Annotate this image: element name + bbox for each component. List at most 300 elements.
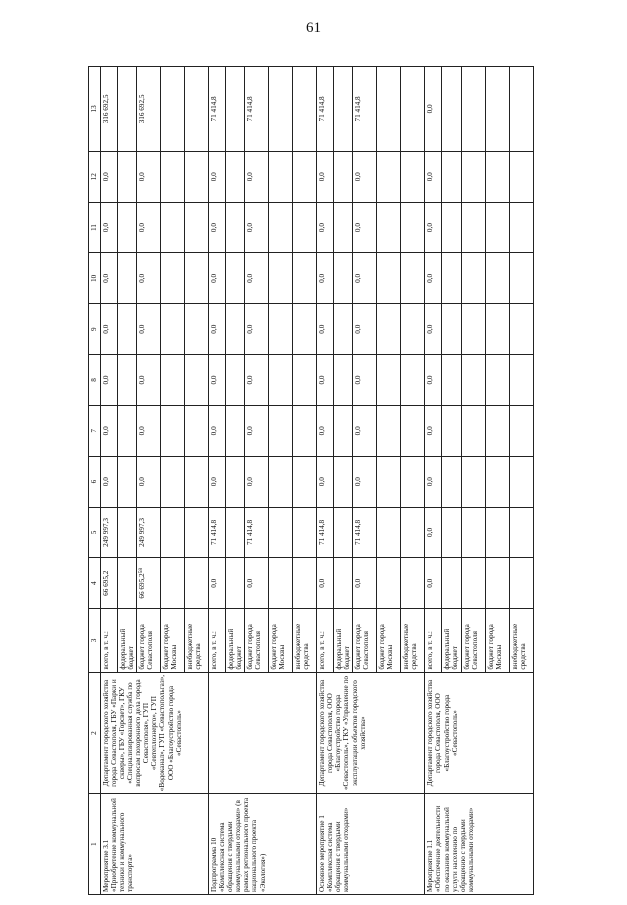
value-cell [334,405,353,456]
value-cell [485,304,509,355]
value-cell [185,202,209,253]
value-cell [461,151,485,202]
value-text: 0,0 [318,578,327,588]
value-text: 0,0 [138,172,147,182]
table-landscape [88,66,584,895]
value-cell [245,151,269,202]
value-cell [334,67,353,152]
value-text: 0,0 [426,578,435,588]
value-text: 0,0 [318,426,327,436]
value-cell [137,151,161,202]
value-text: 0,0 [246,324,255,334]
value-cell [293,202,317,253]
value-cell [226,558,245,609]
value-cell [118,202,137,253]
value-cell [293,456,317,507]
value-cell [245,355,269,406]
value-cell [161,405,185,456]
table-row [317,67,334,895]
value-cell [245,304,269,355]
value-text: 66 695,2 [138,573,147,599]
value-cell [226,355,245,406]
funding-source-cell: бюджет города Москвы [161,609,185,673]
value-cell [137,67,161,152]
value-cell [401,253,425,304]
value-text: 249 997,3 [138,518,147,547]
value-text: 0,0 [210,578,219,588]
value-cell [137,558,161,609]
value-cell [137,253,161,304]
funding-source-cell: бюджет города Севастополя [461,609,485,673]
value-text: 0,0 [354,273,363,283]
value-text: 0,0 [318,477,327,487]
value-cell [185,151,209,202]
value-cell [485,67,509,152]
value-cell [442,151,461,202]
value-cell [425,202,442,253]
value-cell [317,304,334,355]
value-text: 0,0 [102,172,110,182]
value-text: 249 997,3 [102,518,110,547]
table-row [209,67,226,895]
value-text: 66 695,2 [102,570,110,596]
value-cell [377,304,401,355]
value-cell [161,151,185,202]
header-row [89,67,101,895]
header-cell: 5 [89,507,101,558]
value-cell [101,456,118,507]
value-cell [353,507,377,558]
value-cell [401,456,425,507]
value-cell [317,405,334,456]
value-cell [401,355,425,406]
funding-source-cell: федеральный бюджет [226,609,245,673]
executor-cell: Департамент городского хозяйства города Севастополя, ООО «Благоустройство города «Севастополь», ГКУ «Управление по эксплуатации объектов городского хозяйства» [317,672,425,794]
value-cell [485,151,509,202]
value-cell [461,456,485,507]
value-text: 316 692,5 [102,94,110,124]
value-cell [377,151,401,202]
header-cell: 9 [89,304,101,355]
value-cell [425,67,442,152]
value-text: 0,0 [102,324,110,334]
value-cell [401,202,425,253]
value-text: 0,0 [318,273,327,283]
table-row [425,67,442,895]
value-cell [161,456,185,507]
value-cell [209,151,226,202]
value-cell [442,304,461,355]
value-cell [161,67,185,152]
value-text: 0,0 [318,172,327,182]
funding-source-cell: всего, в т. ч.: [101,609,118,673]
value-cell [485,253,509,304]
value-cell [377,202,401,253]
value-cell [401,507,425,558]
value-cell [353,355,377,406]
value-cell [209,405,226,456]
value-cell [209,202,226,253]
value-cell [485,456,509,507]
value-cell [425,456,442,507]
value-cell [334,507,353,558]
value-cell [317,202,334,253]
value-text: 71 414,8 [246,96,255,122]
value-cell [161,355,185,406]
value-cell [245,558,269,609]
value-cell [401,558,425,609]
value-cell [209,67,226,152]
value-cell [461,355,485,406]
executor-cell [209,672,317,794]
value-cell [269,405,293,456]
value-text: 0,0 [138,426,147,436]
funding-source-cell: федеральный бюджет [334,609,353,673]
value-cell [118,456,137,507]
value-cell [425,558,442,609]
value-cell [334,202,353,253]
activity-name-cell: Мероприятие 3.1 «Приобретение коммунальной техники и коммунального транспорта» [101,794,209,895]
value-text: 0,0 [210,273,219,283]
value-cell [161,202,185,253]
value-cell [118,507,137,558]
funding-source-cell: бюджет города Москвы [377,609,401,673]
value-text: 0,0 [318,375,327,385]
value-cell [334,304,353,355]
value-text: 0,0 [246,578,255,588]
value-cell [334,151,353,202]
value-cell [185,558,209,609]
value-cell [245,202,269,253]
value-cell [442,202,461,253]
value-text: 0,0 [426,223,435,233]
header-cell: 2 [89,672,101,794]
value-text: 0,0 [210,375,219,385]
value-cell [118,67,137,152]
value-text: 0,0 [426,426,435,436]
value-cell [353,67,377,152]
value-cell [293,405,317,456]
funding-source-cell: бюджет города Севастополя [245,609,269,673]
value-cell [209,456,226,507]
value-cell [101,253,118,304]
value-text: 0,0 [210,324,219,334]
value-cell [293,151,317,202]
value-cell [101,355,118,406]
value-cell [269,355,293,406]
value-cell [137,456,161,507]
value-cell [185,253,209,304]
value-cell [509,355,533,406]
value-cell [317,355,334,406]
value-cell [377,456,401,507]
value-cell [101,558,118,609]
value-cell [245,253,269,304]
value-cell [101,202,118,253]
value-cell [161,304,185,355]
value-cell [461,405,485,456]
value-text: 0,0 [246,273,255,283]
header-cell: 10 [89,253,101,304]
value-cell [226,67,245,152]
funding-source-cell: бюджет города Москвы [485,609,509,673]
value-cell [293,558,317,609]
value-text: 0,0 [426,324,435,334]
value-cell [317,558,334,609]
value-cell [209,253,226,304]
value-cell [425,405,442,456]
activity-name-cell: Подпрограмма 10 «Комплексная система обращения с твердыми коммунальными отходами» (в рамках регионального проекта национального проекта «Экология») [209,794,317,895]
value-text: 71 414,8 [210,519,219,546]
value-cell [485,355,509,406]
value-text: 0,0 [102,477,110,487]
value-cell [334,456,353,507]
value-text: 71 414,8 [354,96,363,122]
value-text: 0,0 [210,426,219,436]
value-cell [161,558,185,609]
activity-name-cell: Основное мероприятие 1 «Комплексная система обращения с твердыми коммунальными отходами» [317,794,425,895]
footnote-mark: 58 [138,567,145,574]
value-text: 0,0 [102,223,110,233]
value-cell [245,67,269,152]
value-cell [226,405,245,456]
value-cell [317,507,334,558]
value-text: 0,0 [138,477,147,487]
value-cell [353,202,377,253]
activity-name-cell: Мероприятие 1.1 «Обеспечение деятельности по оказанию коммунальной услуги населению по обращению с твердыми коммунальными отходами» [425,794,533,895]
value-cell [485,405,509,456]
value-cell [334,355,353,406]
value-cell [226,151,245,202]
value-text: 0,0 [210,223,219,233]
value-cell [269,151,293,202]
value-cell [137,405,161,456]
value-cell [353,304,377,355]
value-cell [334,253,353,304]
value-cell [401,67,425,152]
header-cell: 1 [89,794,101,895]
value-text: 0,0 [246,223,255,233]
value-text: 0,0 [354,172,363,182]
value-text: 0,0 [426,172,435,182]
value-cell [442,355,461,406]
value-cell [293,355,317,406]
value-cell [353,151,377,202]
value-cell [226,202,245,253]
value-text: 0,0 [318,223,327,233]
executor-cell: Департамент городского хозяйства города Севастополя, ГБУ «Парки и скверы», ГБУ «Горсвет», ГКУ «Специализированная служба по вопросам похоронного дела города Севастополя», ГУП «Севтеплоэнерго», ГУП «Водоканал», ГУП «Севастопольгаз», ООО «Благоустройство города «Севастополь» [101,672,209,794]
value-cell [461,304,485,355]
value-cell [317,253,334,304]
value-cell [101,151,118,202]
value-cell [293,304,317,355]
value-cell [269,456,293,507]
value-cell [137,355,161,406]
value-cell [377,253,401,304]
value-cell [461,558,485,609]
value-cell [442,558,461,609]
funding-source-cell: всего, в т. ч.: [317,609,334,673]
value-cell [442,253,461,304]
value-cell [442,456,461,507]
value-cell [118,405,137,456]
value-cell [245,405,269,456]
value-text: 316 692,5 [138,94,147,124]
value-cell [185,507,209,558]
value-text: 0,0 [102,273,110,283]
value-text: 0,0 [426,477,435,487]
value-cell [185,456,209,507]
value-cell [377,558,401,609]
value-cell [509,151,533,202]
value-cell [425,253,442,304]
funding-source-cell: федеральный бюджет [442,609,461,673]
value-text: 71 414,8 [210,96,219,122]
budget-table [88,66,534,895]
value-cell [401,405,425,456]
value-cell [269,558,293,609]
funding-source-cell: внебюджетные средства [293,609,317,673]
value-text: 0,0 [426,273,435,283]
value-cell [209,507,226,558]
value-cell [377,67,401,152]
value-cell [226,253,245,304]
value-cell [334,558,353,609]
value-cell [293,253,317,304]
header-cell: 13 [89,67,101,152]
value-text: 0,0 [102,375,110,385]
value-cell [118,304,137,355]
value-text: 0,0 [210,172,219,182]
funding-source-cell: бюджет города Севастополя [353,609,377,673]
value-cell [101,405,118,456]
value-text: 0,0 [246,477,255,487]
value-text: 71 414,8 [318,96,327,122]
value-cell [485,507,509,558]
value-cell [485,202,509,253]
value-text: 71 414,8 [318,519,327,546]
value-cell [509,456,533,507]
value-text: 0,0 [354,477,363,487]
value-cell [461,507,485,558]
value-cell [245,456,269,507]
value-cell [461,67,485,152]
value-cell [161,507,185,558]
value-cell [461,202,485,253]
value-cell [509,304,533,355]
value-cell [226,304,245,355]
funding-source-cell: федеральный бюджет [118,609,137,673]
value-cell [425,355,442,406]
value-cell [226,507,245,558]
value-text: 0,0 [210,477,219,487]
value-text: 0,0 [138,273,147,283]
value-cell [377,355,401,406]
value-cell [269,507,293,558]
value-cell [101,507,118,558]
value-text: 0,0 [138,375,147,385]
value-cell [509,202,533,253]
value-cell [209,304,226,355]
value-cell [185,355,209,406]
value-cell [293,67,317,152]
value-cell [137,202,161,253]
value-cell [185,405,209,456]
value-cell [101,304,118,355]
value-text: 71 414,8 [354,519,363,546]
value-cell [185,304,209,355]
value-text: 0,0 [426,375,435,385]
value-text: 0,0 [354,375,363,385]
value-cell [161,253,185,304]
value-cell [509,507,533,558]
value-cell [485,558,509,609]
value-cell [293,507,317,558]
funding-source-cell: внебюджетные средства [185,609,209,673]
value-cell [377,405,401,456]
value-cell [401,304,425,355]
value-cell [317,456,334,507]
value-cell [442,405,461,456]
value-text: 0,0 [354,223,363,233]
value-cell [269,304,293,355]
value-cell [101,67,118,152]
value-text: 71 414,8 [246,519,255,546]
value-cell [118,253,137,304]
value-text: 0,0 [426,527,435,537]
value-text: 0,0 [138,324,147,334]
table-row [101,67,118,895]
value-text: 0,0 [354,578,363,588]
header-cell: 4 [89,558,101,609]
value-cell [353,456,377,507]
value-cell [442,67,461,152]
page-number: 61 [306,20,321,36]
header-cell: 3 [89,609,101,673]
value-cell [317,67,334,152]
value-text: 0,0 [102,426,110,436]
value-cell [425,304,442,355]
value-cell [509,67,533,152]
value-text: 0,0 [246,375,255,385]
value-cell [401,151,425,202]
value-cell [185,67,209,152]
value-cell [226,456,245,507]
value-cell [377,507,401,558]
value-cell [118,558,137,609]
value-text: 0,0 [318,324,327,334]
value-cell [425,507,442,558]
header-cell: 6 [89,456,101,507]
header-cell: 11 [89,202,101,253]
value-cell [137,304,161,355]
value-cell [461,253,485,304]
funding-source-cell: бюджет города Москвы [269,609,293,673]
value-text: 0,0 [354,426,363,436]
funding-source-cell: внебюджетные средства [509,609,533,673]
value-cell [137,507,161,558]
value-text: 0,0 [138,223,147,233]
value-cell [425,151,442,202]
value-text: 0,0 [246,172,255,182]
value-cell [209,558,226,609]
executor-cell: Департамент городского хозяйства города Севастополя, ООО «Благоустройство города «Севастополь» [425,672,533,794]
value-cell [353,253,377,304]
header-cell: 7 [89,405,101,456]
funding-source-cell: всего, в т. ч.: [425,609,442,673]
header-cell: 8 [89,355,101,406]
value-text: 0,0 [354,324,363,334]
